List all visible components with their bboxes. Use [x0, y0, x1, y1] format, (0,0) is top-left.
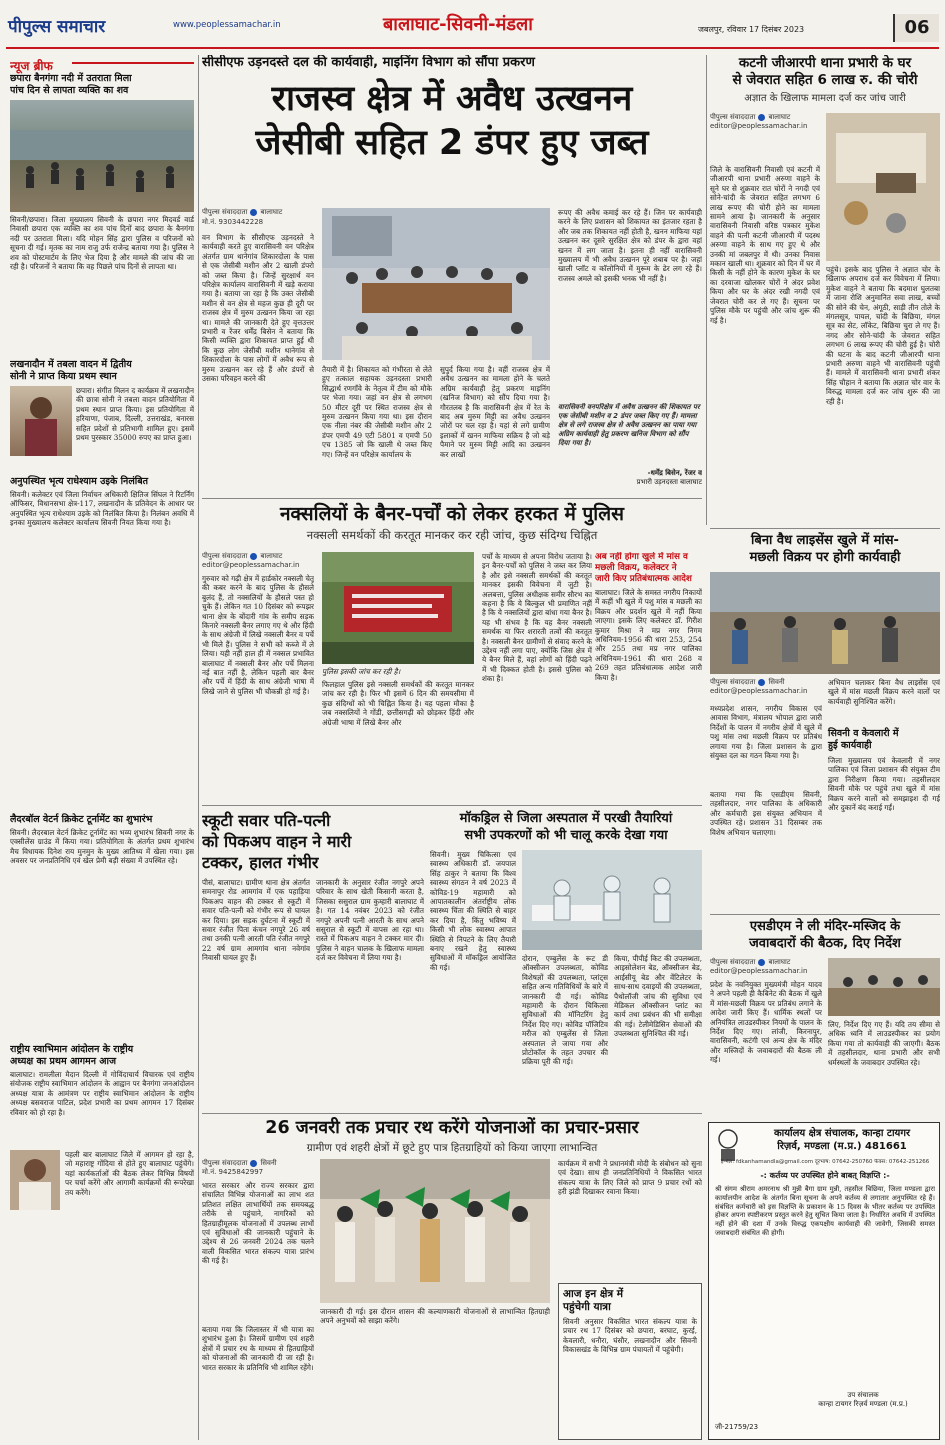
main-quote-box — [558, 403, 702, 495]
river-crowd-photo — [10, 100, 194, 212]
naxal-banner-photo — [322, 552, 474, 664]
brief-2-body: छपारा। संगीत मिलन द कार्यक्रम में लखनादौन की छात्रा सोनी ने तबला वादन प्रतियोगिता में प्रथम स्थान प्राप्त किया। इस प्रतियोगिता में हरियाणा, पंजाब, दिल्ली, उत्तराखंड, बनारस सहित प्रदेशों से प्रतिभागी शामिल हुए। इसमें प्रथम पुरस्कार 35000 रुपए का प्राप्त हुआ। — [76, 386, 194, 443]
section-title: बालाघाट-सिवनी-मंडला — [383, 14, 533, 35]
scooty-body-2: जानकारी के अनुसार रंजीत नगपुरे अपने परिवार के साथ खेती किसानी करता है, जिसका ससुराल ग्राम कुम्हारी बालाघाट में है। गत 14 नवंबर 2023 को रंजीत नगपुरे अपनी पत्नी आरती के साथ अपने ससुराल से स्कूटी में वापस आ रहा था। रास्ते में पिकअप वाहन ने टक्कर मार दी। पुलिस ने वाहन चालक के खिलाफ मामला दर्ज कर विवेचना में लिया गया है। — [316, 878, 424, 963]
katni-body-1: जिले के वारासिवनी निवासी एवं कटनी में जीआरपी थाना प्रभारी अरुणा वाहने के सूने घर से शुक्रवार रात चोरों ने नगदी एवं सोने-चांदी के जेवरात सहित लगभग 6 लाख रूपए की चोरी होने का मामला सामने आया है। जानकारी के अनुसार वारासिवनी निवासी वरिष्ठ पत्रकार मुकेश वाहने की पत्नी कटनी जीआरपी में पदस्थ अरुणा वाहने के साथ गए हुए थे और उनकी मां जबलपुर में थी। उनका निवास मकान खाली था। शुक्रवार को दिन में घर में किसी के नहीं होने के कारण मुकेश के घर का दरवाजा खोलकर चोरों ने अंदर प्रवेश किया और घर के अंदर रखी नगदी एवं जेवरात चोरी कर ले गए हैं। सूचना पर पुलिस मौके पर पहुंची और जांच शुरू की गई है। — [710, 165, 820, 325]
rath-box-body: सिवनी अनुसार विकसित भारत संकल्प यात्रा के प्रचार रथ 17 दिसंबर को छपारा, बरघाट, कुरई, केवलारी, धनौरा, घंसौर, लखनादौन और सिवनी विकासखंड के विभिन्न ग्राम पंचायतों में पहुंचेगी। — [563, 1317, 697, 1355]
emblem-icon — [713, 1127, 743, 1163]
meat-vendor-body: मध्यप्रदेश शासन, नगरीय विकास एवं आवास विभाग, मंत्रालय भोपाल द्वारा जारी निर्देशों के पालन में नगरीय क्षेत्रों में खुले में पशु मांस तथा मछली विक्रय पर प्रतिबंध लगाया गया है। जिला प्रशासन के द्वारा संयुक्त दल का गठन किया गया है। — [710, 704, 822, 761]
sdm-top-rule — [710, 914, 940, 915]
meat-ban-kicker: अब नहीं होगा खुले में मांस व मछली विक्रय, कलेक्टर ने जारी किए प्रतिबंधात्मक आदेश — [595, 552, 692, 584]
brief-5-body: बालाघाट। रामलीला मैदान दिल्ली में गोविंदाचार्य विचारक एवं राष्ट्रीय संयोजक राष्ट्रीय स्वाभिमान आंदोलन के आह्वान पर बैनगंगा जनआंदोलन अध्यक्ष यात्रा के आमंत्रण पर राष्ट्रीय स्वाभिमान आंदोलन के राष्ट्रीय अध्यक्ष बसवराज पाटिल, प्रदेश प्रभारी का प्रथम आगमन 17 दिसंबर रविवार को हो रहा है। — [10, 1070, 194, 1117]
meat-vendor-headline: बिना वैध लाइसेंस खुले में मांस- मछली विक्रय पर होगी कार्यवाही — [749, 533, 901, 565]
brief-1-body: सिवनी/छपारा। जिला मुख्यालय सिवनी के छपारा नगर मिदवर्ड वार्ड निवासी छपारा एक व्यक्ति का शव पांच दिनों बाद छपारा के बैनगंगा नदी पर उतराता मिला। यदि मोहन सिंह द्वारा पुलिस व परिजनों को सूचना दी गई। मृतक का नाम राजु उर्फ राजेन्द्र बताया गया है। पुलिस ने शव को पोस्टमार्टम के लिए भेज दिया है और मामले की जांच की जा रही है। परिजनों ने बताया कि वह पिछले पांच दिनों से लापता था। — [10, 215, 194, 272]
brief-5-title: राष्ट्रीय स्वाभिमान आंदोलन के राष्ट्रीय अध्यक्ष का प्रथम आगमन आज — [10, 1044, 134, 1067]
rath-mobile: मो.नं. 9425842997 — [202, 1168, 264, 1176]
main-headline-2: जेसीबी सहित 2 डंपर हुए जब्त — [255, 123, 649, 163]
left-column-rule — [198, 55, 199, 1440]
meat-ban-story — [595, 552, 702, 802]
meat-vendor-email: editor@peoplessamachar.in — [710, 687, 808, 695]
brief-3-title: अनुपस्थित भृत्य राधेश्याम उइके निलंबित — [10, 476, 149, 487]
news-brief-label: न्यूज ब्रीफ — [10, 55, 194, 71]
news-brief-column — [10, 55, 194, 1440]
main-quote: वारासिवनी वनपरिक्षेत्र में अवैध उत्खनन की शिकायत पर एक जेसीबी मशीन व 2 डंपर जब्त किए गए हैं। मामला क्षेत्र से लगे राजस्व क्षेत्र से अवैध उत्खनन का पाया गया अग्रिम कार्यवाही हेतु प्रकरण खनिज विभाग को सौंप दिया गया है। — [558, 403, 700, 447]
main-body-4: रूपए की अवैध कमाई कर रहे हैं। जिन पर कार्यवाही करने के लिए प्रशासन को शिकायत का इंतजार रहता है और जब तक शिकायत नहीं होती है, खनन माफिया यहां उत्खनन कर दूसरे सुरक्षित क्षेत्र को डंपर के द्वारा वहां खनन में लग जाता है। इतना ही नहीं वारासिवनी मुख्यालय में भी अवैध उत्खनन पूरे शबाब पर है। जहां खाली प्लॉट व कॉलोनियों में मुरूम के ढेर लग रहे हैं। राजस्व अमले को इसकी भनक भी नहीं है। — [558, 208, 702, 283]
seoni-kewlari-body-2: बताया गया कि एसडीएम सिवनी, तहसीलदार, नगर पालिका के अधिकारी और कर्मचारी इस संयुक्त अभियान में उपस्थित रहे। प्रशासन 31 दिसम्बर तक विशेष अभियान चलाएगा। — [710, 790, 822, 837]
tender-title: कार्यालय क्षेत्र संचालक, कान्हा टायगर रिज़र्व, मण्डला (म.प्र.) 481661 — [773, 1128, 911, 1152]
scooty-headline: स्कूटी सवार पति-पत्नी को पिकअप वाहन ने मारी टक्कर, हालत गंभीर — [202, 811, 352, 872]
brief-3-body: सिवनी। कलेक्टर एवं जिला निर्वाचन अधिकारी क्षितिज सिंघल ने रिटर्निंग ऑफिसर, विधानसभा क्षेत्र-117, लखनादौन के प्रतिवेदन के आधार पर अनुपस्थित भृत्य राधेश्याम उइके को निलंबित किया है। निलंबन अवधि में इनका मुख्यालय कलेक्टर कार्यालय सिवनी नियत किया गया है। — [10, 490, 194, 528]
rath-info-box — [558, 1283, 702, 1440]
main-byline: पीपुल्स संवाददाता बालाघाट — [202, 208, 283, 216]
sdm-body: प्रदेश के नवनियुक्त मुख्यमंत्री मोहन यादव ने अपने पहली ही कैबिनेट की बैठक में खुले में मांस-मछली विक्रय पर प्रतिबंध लगाने के आदेश जारी किए हैं। धार्मिक स्थलों पर अनियंत्रित लाउडस्पीकर नियमों के पालन के निर्देश दिए गए। लांजी, किरनापुर, वारासिवनी, कटंगी एवं अन्य क्षेत्र के मंदिर और मस्जिदों के जवाबदारों की बैठक ली गई। — [710, 980, 822, 1065]
rath-subhead: ग्रामीण एवं शहरी क्षेत्रों में छूटे हुए पात्र हितग्राहियों को किया जाएगा लाभान्वित — [306, 1142, 598, 1154]
flag-off-photo — [320, 1159, 550, 1303]
website-link[interactable]: www.peoplessamachar.in — [173, 20, 281, 30]
rath-body-1: भारत सरकार और राज्य सरकार द्वारा संचालित विभिन्न योजनाओं का लाभ शत प्रतिशत लक्षित लाभार्थियों तक समयबद्ध तरीके से पहुंचाने, नागरिकों को हितग्राहीमूलक योजनाओं में उपलब्ध लाभों एवं सुविधाओं की जानकारी पहुंचाने के उद्देश्य से 26 जनवरी 2024 तक चलने वाली विकसित भारत संकल्प यात्रा प्रारंभ की गई है। — [202, 1181, 314, 1266]
main-kicker: सीसीएफ उड़नदस्ते दल की कार्यवाही, माइनिंग विभाग को सौंपा प्रकरण — [202, 55, 535, 70]
mockdrill-headline: मॉकड्रिल से जिला अस्पताल में परखी तैयारियां सभी उपकरणों को भी चालू करके देखा गया — [459, 811, 673, 843]
mockdrill-body-2: दोरान, एम्बुलेंस के रूट डी ऑक्सीजन उपलब्धता, कोविड विशेषज्ञों की उपलब्धता, प्लांट्स सहित अन्य गतिविधियों के बारे में जानकारी दी गई। कोविड महामारी के दौरान चिकित्सा सुविधाओं की मॉनिटरिंग हेतु निर्देश दिए गए। कोविड पॉजिटिव मरीज को एम्बुलेंस से जिला अस्पताल ले जाया गया और प्रोटोकॉल के तहत उपचार की प्रक्रिया पूरी की गई। — [522, 954, 608, 1067]
paper-logo — [8, 14, 105, 37]
rath-story — [202, 1117, 702, 1440]
quote-role: प्रभारी उड़नदस्ता बालाघाट — [636, 478, 702, 486]
naxal-headline: नक्सलियों के बैनर-पर्चों को लेकर हरकत में पुलिस — [280, 503, 624, 525]
tender-notice — [708, 1122, 940, 1440]
main-story — [202, 55, 702, 495]
rath-headline: 26 जनवरी तक प्रचार रथ करेंगे योजनाओं का प्रचार-प्रसार — [265, 1118, 639, 1138]
katni-headline: कटनी जीआरपी थाना प्रभारी के घर से जेवरात सहित 6 लाख रु. की चोरी — [732, 55, 918, 88]
masthead-rule — [6, 47, 939, 49]
brief-2-title: लखनादौन में तबला वादन में द्वितीय सोनी ने प्राप्त किया प्रथम स्थान — [10, 359, 132, 382]
seoni-kewlari-headline: सिवनी व केवलारी में हुई कार्यवाही — [828, 728, 899, 751]
katni-bottom-rule — [710, 528, 940, 529]
mockdrill-body-3: किया, पीपीई किट की उपलब्धता, आइसोलेशन बेड, ऑक्सीजन बेड, आईसीयू बेड और वेंटिलेटर के साथ-साथ दवाइयों की उपलब्धता, पैथोलॉजी जांच की सुविधा एवं मेडिकल ऑक्सीजन प्लांट का कार्य तथा प्रबंधन की भी समीक्षा की गई। टेलीमेडिसिन सेवाओं की उपलब्धता सुनिश्चित की गई। — [614, 954, 702, 1039]
rath-photo-caption: जानकारी दी गई। इस दौरान शासन की कल्याणकारी योजनाओं से लाभान्वित हितग्राही अपने अनुभवों को साझा करेंगे। — [320, 1307, 550, 1326]
brief-5-body-2: पहली बार बालाघाट जिले में आगमन हो रहा है, जो महाराष्ट्र गोंदिया से होते हुए बालाघाट पहुंचेंगे। यहां कार्यकर्ताओं की बैठक लेकर विभिन्न विषयों पर चर्चा करेंगे और आगामी कार्यक्रमों की रूपरेखा तय करेंगे। — [65, 1150, 194, 1197]
naxal-body-3: पर्चों के माध्यम से अपना विरोध जताया है। इन बैनर-पर्चों को पुलिस ने जब्त कर लिया है और इसे नक्सली समर्थकों की करतूत मानकर इसकी विवेचना में जुटी है। अलबत्ता, पुलिस अधीक्षक समीर सौरभ का कहना है कि ये बिल्कुल भी प्रमाणित नहीं है कि ये नक्सलियों द्वारा बांधा गया बैनर है। यह भी संभव है कि यह बैनर नक्सली समर्थक या फिर शरारती तत्वों की करतूत है। नक्सली बैनर ग्रामीणों से संवाद करने के उद्देश्य नहीं लगा पाए, क्योंकि जिस क्षेत्र में ये बैनर मिले हैं, वहां लोगों को हिंदी पढ़ने में भी दिक्कत होती है। इससे पुलिस को शंका है। — [482, 552, 592, 684]
tender-contacts: ई-मेल: fdkanhamandla@gmail.com दूरभाष: 07642-250760 फैक्स: 07642-251266 — [720, 1159, 930, 1165]
tabla-player-photo — [10, 386, 72, 456]
katni-byline: पीपुल्स संवाददाता बालाघाट — [710, 113, 791, 121]
sdm-story — [710, 918, 940, 1118]
tender-signature: उप संचालक कान्हा टायगर रिज़र्व मण्डला (म.प्र.) — [818, 1391, 908, 1408]
sdm-byline: पीपुल्स संवाददाता बालाघाट — [710, 958, 791, 966]
river-photo-art — [10, 100, 194, 212]
main-headline-1: राजस्व क्षेत्र में अवैध उत्खनन — [271, 79, 633, 119]
scooty-story — [202, 810, 424, 1110]
naxal-email: editor@peoplessamachar.in — [202, 561, 300, 569]
main-body-3: सुपुर्द किया गया है। वहीं राजस्व क्षेत्र में अवैध उत्खनन का मामला होने के चलते अग्रिम कार्यवाही हेतु प्रकरण माइनिंग (खनिज विभाग) को सौंप दिया गया है। गौरतलब है कि वारासिवनी क्षेत्र में रेत के बाद अब मुरुम मिट्टी का अवैध उत्खनन जोरों पर चल रहा है। यहां से लगे ग्रामीण इलाकों में खनन माफिया सक्रिय है जो बड़े पैमाने पर मुरुम मिट्टी आदि का उत्खनन कर लाखों — [440, 365, 550, 459]
brief-4-title: लैदरबॉल वेटर्न क्रिकेट टूर्नामेंट का शुभारंभ — [10, 814, 153, 825]
hospital-drill-photo — [522, 850, 702, 950]
meat-vendor-body-side: अभियान चलाकर बिना वैध लाइसेंस एवं खुले में मांस मछली विक्रय करने वालों पर कार्यवाही सुनिश्चित करेंगे। — [828, 678, 940, 706]
sdm-headline: एसडीएम ने ली मंदिर-मस्जिद के जवाबदारों की बैठक, दिए निर्देश — [749, 919, 901, 951]
meat-vendor-byline: पीपुल्स संवाददाता सिवनी — [710, 678, 785, 686]
main-mobile: मो.नं. 9303442228 — [202, 218, 264, 226]
rath-byline: पीपुल्स संवाददाता सिवनी — [202, 1159, 277, 1167]
main-right-rule — [706, 55, 707, 525]
quote-author: -धर्मेंद्र बिसेन, रेंजर व — [647, 469, 702, 477]
meat-ban-body: बालाघाट। जिले के समस्त नगरीय निकायों में कहीं भी खुले में पशु मांस व मछली का विक्रय और प्रदर्शन खुले में नहीं किया जाएगा। इसके लिए कलेक्टर डॉ. गिरीश कुमार मिश्रा ने मप्र नगर निगम अधिनियम-1956 की धारा 253, 254 और 255 तथा मप्र नगर पालिका अधिनियम-1961 की धारा 268 व 269 तहत प्रतिबंधात्मक आदेश जारी किया है। — [595, 588, 702, 682]
naxal-subhead: नक्सली समर्थकों की करतूत मानकर कर रही जांच, कुछ संदिग्ध चिह्नित — [306, 528, 598, 542]
tender-body: श्री संगम श्रीराम अमरनाथ श्री मुन्नी बैगा ग्राम मुन्नी, तहसील बिछिया, जिला मण्डला द्वारा कार्यालयीन आदेश के अंतर्गत बिना सूचना के अपने कर्तव्य से लगातार अनुपस्थित रहे हैं। संबंधित कर्मचारी को इस विज्ञप्ति के प्रकाशन के 15 दिवस के भीतर कर्तव्य पर उपस्थित होकर अपना स्पष्टीकरण प्रस्तुत करने हेतु सूचित किया जाता है। निर्धारित अवधि में उपस्थित नहीं होने की दशा में उनके विरुद्ध एकपक्षीय कार्यवाही की जावेगी, जिसकी समस्त जवाबदारी संबंधित की होगी। — [715, 1185, 935, 1237]
sdm-email: editor@peoplessamachar.in — [710, 967, 808, 975]
main-body-2: तैयारी में है। शिकायत को गंभीरता से लेते हुए तत्काल सहायक उड़नदस्ता प्रभारी सिद्धार्थ रणगाँवे के नेतृत्व में टीम को मौके पर भेजा गया। जहां वन क्षेत्र से लगभग 50 मीटर दूरी पर स्थित राजस्व क्षेत्र से मुरुम उत्खनन किया गया था। इस दौरान एक नीला नंबर की जेसीबी मशीन और 2 डंपर एमपी 49 एटी 5801 व एमपी 50 एच 1385 जो कि खाली थे जब्त किए गए। जिन्हें वन परिक्षेत्र कार्यालय के — [322, 365, 432, 459]
mockdrill-body-1: सिवनी। मुख्य चिकित्सा एवं स्वास्थ्य अधिकारी डॉ. जयपाल सिंह ठाकुर ने बताया कि विश्व स्वास्थ्य संगठन ने वर्ष 2023 में कोविड-19 महामारी को आपातकालीन अंतर्राष्ट्रीय लोक स्वास्थ्य चिंता की स्थिति से बाहर कर दिया है, किंतु भविष्य में किसी भी लोक स्वास्थ्य आपात स्थिति से निपटने के लिए तैयारी बनाए रखने हेतु स्वास्थ्य सुविधाओं में मॉकड्रिल आयोजित की गई। — [430, 850, 516, 972]
stolen-jewellery-photo — [826, 113, 940, 261]
main-bottom-rule — [202, 498, 702, 499]
naxal-body-2: फिलहाल पुलिस इसे नक्सली समर्थकों की करतूत मानकर जांच कर रही है। फिर भी इसमें 6 दिन की समयसीमा में कुछ संदिग्धों को भी चिह्नित किया है। यह पहला मौका है जब नक्सलियों ने गोंडी, छत्तीसगढ़ी को छोड़कर हिंदी और अंग्रेजी भाषा में लिखे बैनर और — [322, 680, 474, 727]
meat-shop-photo — [710, 572, 940, 674]
rath-body-2: बताया गया कि जिलास्तर में भी यात्रा का शुभारंभ हुआ है। जिसमें ग्रामीण एवं शहरी क्षेत्रों में प्रचार रथ के माध्यम से हितग्राहियों को योजनाओं की जानकारी दी जा रही है। भारत सरकार के प्रतिनिधि भी शामिल रहेंगे। — [202, 1325, 314, 1372]
rath-body-3: कार्यक्रम में सभी ने प्रधानमंत्री मोदी के संबोधन को सुना एवं देखा। साथ ही जनप्रतिनिधियों ने विकसित भारत संकल्प यात्रा के लिए जिले को प्राप्त 9 प्रचार रथों को हरी झंडी दिखाकर रवाना किया। — [558, 1159, 702, 1197]
naxal-byline: पीपुल्स संवाददाता बालाघाट — [202, 552, 283, 560]
date-line: जबलपुर, रविवार 17 दिसंबर 2023 — [698, 25, 805, 34]
sdm-meeting-photo — [828, 958, 940, 1016]
katni-subhead: अज्ञात के खिलाफ मामला दर्ज कर जांच जारी — [744, 93, 906, 104]
masthead — [0, 0, 945, 50]
naxal-body-1: गुरुवार को गढ़ी क्षेत्र में हार्डकोर नक्सली चेतू की कबर करने के बाद पुलिस के हौसले बुलंद हैं, तो नक्सलियों के हौसले पस्त हो चुके हैं। लेकिन गत 10 दिसंबर को रूपझर थाना क्षेत्र के बोंदारी गांव के समीप सड़क किनारे नक्सली बैनर लगाए गए थे और हिंदी के साथ अंग्रेजी में लिखे नक्सली बैनर व पर्चे भी मिले हैं। पुलिस ने सभी को कब्जे में ले लिया। यही नहीं हाल ही में नक्सल प्रभावित बालाघाट में नक्सली बैनर और पर्चे मिलना नई बात नहीं है, लेकिन पहली बार बैनर और पर्चे में हिंदी के साथ अंग्रेजी भाषा में लिखे जाने से पुलिस भी चौकन्नी हो गई है। — [202, 574, 314, 696]
rath-box-title: आज इन क्षेत्र में पहुंचेगी यात्रा — [563, 1288, 624, 1313]
scooty-body: पीसं, बालाघाट। ग्रामीण थाना क्षेत्र अंतर्गत समनापुर रोड आमगांव में एक पहाड़िया पिकअप वाहन की टक्कर से स्कूटी में सवार पति-पत्नी को गंभीर रूप से घायल कर दिया। इस सड़क दुर्घटना में स्कूटी में सवार रंजीत पिता कंचन नगपुरे 26 वर्ष तथा उनकी पत्नी आरती पति रंजीत नगपुरे 22 वर्ष ग्राम आमगांव थाना नवेगांव निवासी घायल हुए हैं। — [202, 878, 310, 963]
sdm-body-2: लिए, निर्देश दिए गए हैं। यदि तय सीमा से अधिक ध्वनि में लाउडस्पीकर का प्रयोग किया गया तो कार्यवाही की जाएगी। बैठक में तहसीलदार, थाना प्रभारी और सभी धर्मस्थलों के जवाबदार उपस्थित रहे। — [828, 1020, 940, 1067]
tender-ref-no: जी-21759/23 — [715, 1423, 759, 1431]
page-number: 06 — [893, 14, 939, 42]
rath-top-rule — [202, 1113, 702, 1114]
katni-story — [710, 55, 940, 525]
naxal-bottom-rule — [202, 805, 702, 806]
brief-1-title: छपारा बैनगंगा नदी में उतराता मिला पांच दिन से लापता व्यक्ति का शव — [10, 73, 132, 96]
president-portrait — [10, 1150, 60, 1210]
mockdrill-story — [430, 810, 702, 1110]
katni-body-2: पहुंचे। इसके बाद पुलिस ने अज्ञात चोर के खिलाफ अपराध दर्ज कर विवेचना में लिया। मुकेश वाहने ने बताया कि बदमाश घुलतबा में जाना रोशि अनुमानित सवा लाख, बच्चों की सोने की चेन, अंगूठी, साड़ी तीन तोले के मंगलसूत्र, पायल, चांदी के बिछिया, मंगल सूत्र का सेट, लॉकेट, बिछिया चुरा ले गए हैं। नगद और सोने-चांदी के जेवरात सहित लगभग 6 लाख रूपए की चोरी हुई है। चोरी की घटना के बाद कटनी जीआरपी थाना प्रभारी अरुणा वाहने भी वारासिवनी पहुंची हैं। मामले में वारासिवनी थाना प्रभारी शंकर सिंह चौहान ने बताया कि अज्ञात चोर वार के विरुद्ध मामला दर्ज कर जांच शुरू की जा रही है। — [826, 265, 940, 406]
tender-subtitle: -: कर्तव्य पर उपस्थित होने बाबत् विज्ञप्ति :- — [760, 1171, 890, 1180]
seoni-kewlari-body: जिला मुख्यालय एवं केवलारी में नगर पालिका एवं जिला प्रशासन की संयुक्त टीम द्वारा निरीक्षण किया गया। तहसीलदार सिवनी मौके पर पहुंचे तथा खुले में मांस विक्रय करने वालों को समझाइश दी गई और दुकानें बंद कराई गईं। — [828, 756, 940, 813]
meeting-photo — [322, 208, 550, 360]
main-body-1: वन विभाग के सीसीएफ उड़नदस्ते ने कार्यवाही करते हुए वारासिवनी वन परिक्षेत्र अंतर्गत ग्राम थानेगांव शिकारदोला के पास से एक जेसीबी मशीन और 2 खाली डंपरो को जब्त किया है। जिन्हें सुरक्षार्थ वन परिक्षेत्र कार्यालय वारासिवनी में खड़े कराया गया है। बताया जा रहा है कि उक्त जेसीबी मशीन से वन क्षेत्र से महज कुछ ही दूरी पर राजस्व क्षेत्र में मुरुम उत्खनन किया जा रहा था। मामले की जानकारी देते हुए वृत्तउत्तर प्रभारी व रेंजर धर्मेंद्र बिसेन ने बताया कि किसी व्यक्ति द्वारा शिकायत प्राप्त हुई थी कि कुछ लोग जेसीबी मशीन थानेगांव से शिकारदोला के पास लोगों में अवैध रूप से मुरुम उत्खनन कर रहे हैं और डंपरों से उसका परिवहन करने की — [202, 233, 314, 384]
brief-4-body: सिवनी। लैदरबाल वेटर्न क्रिकेट टूर्नामेंट का भव्य शुभारंभ सिवनी नगर के एक्सीलेंस ग्राउंड में किया गया। प्रतियोगिता के अंतर्गत प्रथम शुभारंभ मैच विधायक दिनेश राय मुनमुन के मुख्य आतिथ्य में खेला गया। इस अवसर पर जनप्रतिनिधि एवं खेल प्रेमी बड़ी संख्या में उपस्थित रहे। — [10, 828, 194, 866]
katni-email: editor@peoplessamachar.in — [710, 122, 808, 130]
paper-name: पीपुल्स समाचार — [8, 17, 106, 37]
naxal-photo-caption: पुलिस इसकी जांच कर रही है। — [322, 667, 401, 676]
